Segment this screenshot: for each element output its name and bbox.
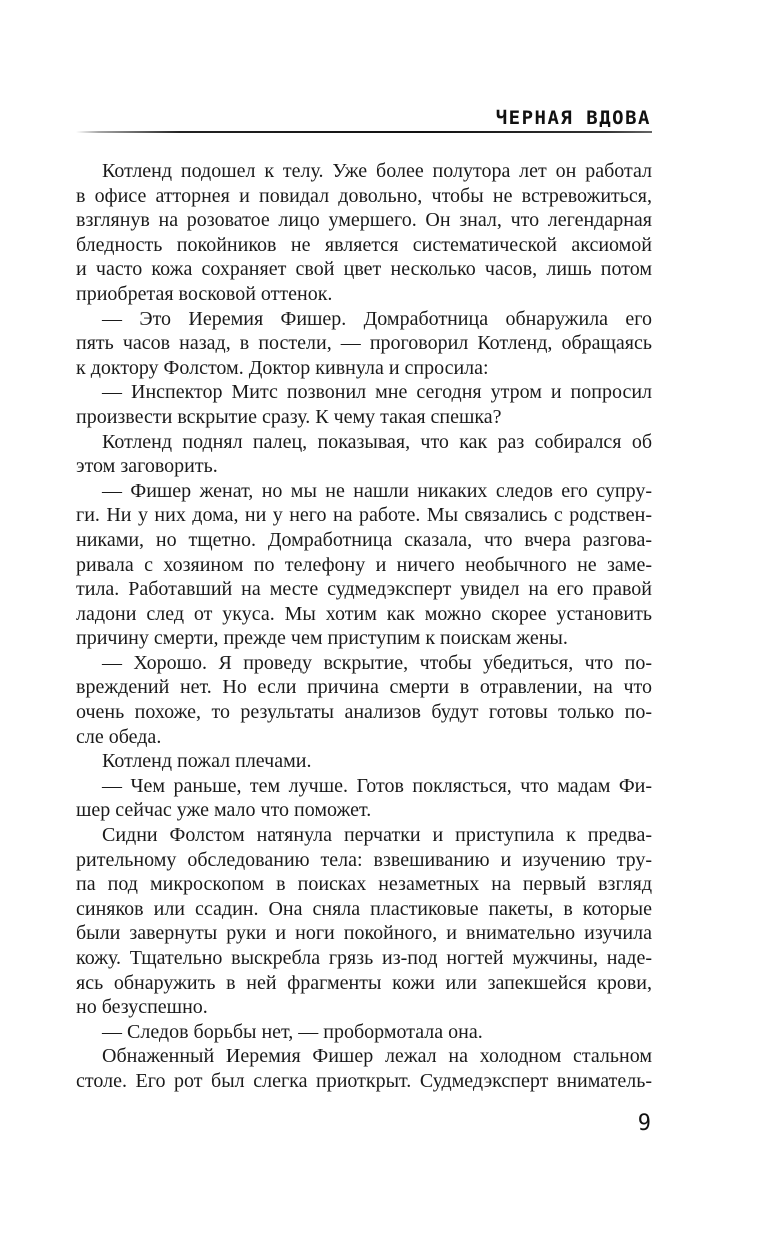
text-line: но безуспешно.	[76, 996, 208, 1019]
text-line: вреждений нет. Но если причина смерти в отравлении, на что	[76, 676, 652, 699]
text-line: — Фишер женат, но мы не нашли никаких следов его супру-	[102, 479, 652, 502]
running-head-title: ЧЕРНАЯ ВДОВА	[495, 107, 651, 129]
text-line: пять часов назад, в постели, — проговорил Котленд, обращаясь	[76, 332, 652, 355]
text-line: Котленд пожал плечами.	[102, 750, 312, 773]
text-line: бледность покойников не является систематической аксиомой	[76, 233, 652, 256]
text-line: взглянув на розоватое лицо умершего. Он знал, что легендарная	[76, 209, 652, 232]
text-line: произвести вскрытие сразу. К чему такая спешка?	[76, 405, 502, 428]
text-line: — Следов борьбы нет, — пробормотала она.	[102, 1020, 483, 1043]
text-line: па под микроскопом в поисках незаметных на первый взгляд	[76, 873, 652, 896]
text-line: ладони след от укуса. Мы хотим как можно скорее установить	[76, 602, 652, 625]
body-text	[76, 159, 652, 1094]
text-line: Обнаженный Иеремия Фишер лежал на холодном стальном	[102, 1045, 652, 1068]
text-line: — Инспектор Митс позвонил мне сегодня утром и попросил	[102, 381, 652, 404]
text-line: ги. Ни у них дома, ни у него на работе. Мы связались с родствен-	[76, 504, 652, 527]
text-line: никами, но тщетно. Домработница сказала, что вчера разгова-	[76, 528, 652, 551]
text-line: рительному обследованию тела: взвешиванию и изучению тру-	[76, 848, 652, 871]
text-line: приобретая восковой оттенок.	[76, 282, 333, 305]
text-line: — Чем раньше, тем лучше. Готов поклясться, что мадам Фи-	[102, 774, 652, 797]
text-line: столе. Его рот был слегка приоткрыт. Судмедэксперт вниматель-	[76, 1069, 652, 1092]
text-line: ясь обнаружить в ней фрагменты кожи или запекшейся крови,	[76, 971, 652, 994]
page-number: 9	[637, 1111, 651, 1136]
text-line: этом заговорить.	[76, 455, 218, 478]
text-line: шер сейчас уже мало что поможет.	[76, 799, 372, 822]
text-line: синяков или ссадин. Она сняла пластиковые пакеты, в которые	[76, 897, 652, 920]
text-line: Сидни Фолстом натянула перчатки и приступила к предва-	[102, 824, 652, 847]
header-rule	[76, 131, 652, 133]
text-line: к доктору Фолстом. Доктор кивнула и спросила:	[76, 356, 489, 379]
text-line: Котленд поднял палец, показывая, что как раз собирался об	[102, 430, 652, 453]
text-line: очень похоже, то результаты анализов будут готовы только по-	[76, 701, 652, 724]
text-line: в офисе атторнея и повидал довольно, чтобы не встревожиться,	[76, 184, 652, 207]
text-line: сле обеда.	[76, 725, 162, 748]
text-line: ривала с хозяином по телефону и ничего необычного не заме-	[76, 553, 652, 576]
text-line: — Это Иеремия Фишер. Домработница обнаружила его	[102, 307, 652, 330]
text-line: причину смерти, прежде чем приступим к поискам жены.	[76, 627, 568, 650]
text-line: кожу. Тщательно выскребла грязь из-под ногтей мужчины, наде-	[76, 947, 652, 969]
text-line: — Хорошо. Я проведу вскрытие, чтобы убедиться, что по-	[102, 651, 652, 674]
text-line: и часто кожа сохраняет свой цвет несколько часов, лишь потом	[76, 258, 652, 281]
text-line: тила. Работавший на месте судмедэксперт увидел на его правой	[76, 578, 652, 601]
text-line: Котленд подошел к телу. Уже более полутора лет он работал	[102, 160, 652, 182]
text-line: были завернуты руки и ноги покойного, и внимательно изучила	[76, 922, 652, 945]
